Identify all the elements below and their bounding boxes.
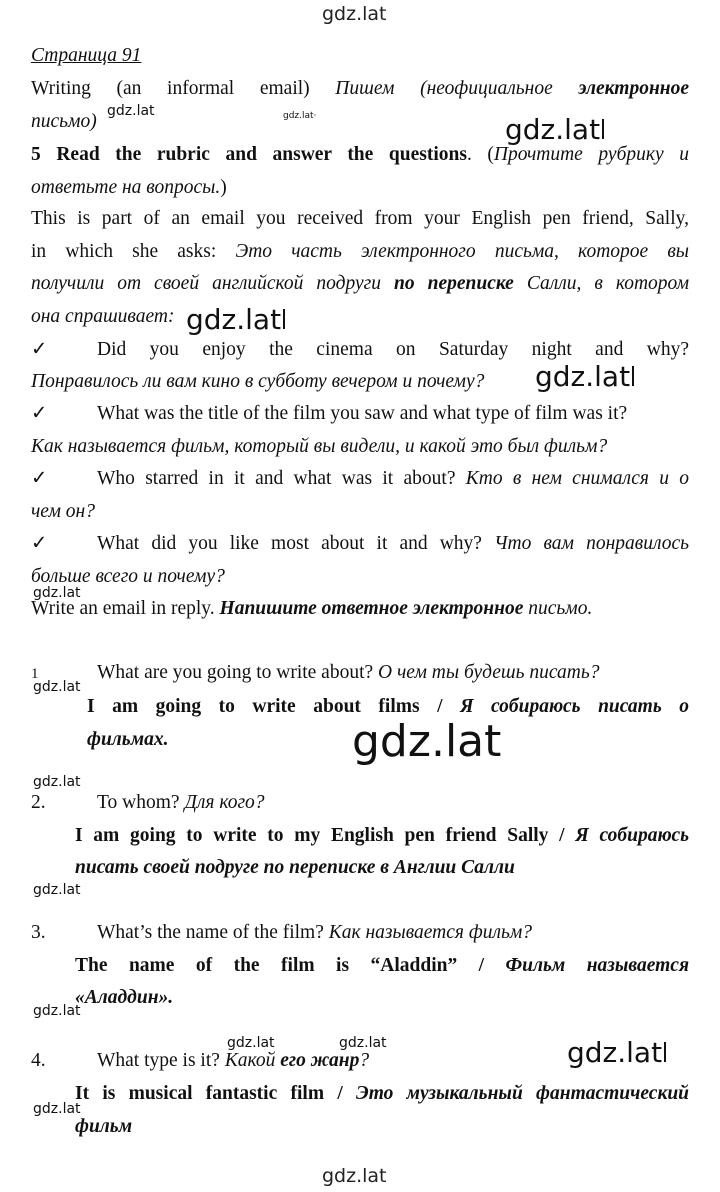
answer: It is musical fantastic film / Это музыкальный фантастический bbox=[75, 1083, 690, 1104]
question: 3. What’s the name of the film? Как называется фильм? bbox=[31, 922, 533, 943]
check-icon: ✓ bbox=[31, 533, 48, 554]
intro-line: получили от своей английской подруги по переписке Салли, в котором bbox=[31, 273, 690, 294]
watermark: gdz.lat bbox=[33, 679, 81, 695]
watermark: gdz.lat bbox=[33, 1101, 81, 1117]
checklist-item: ✓ What was the title of the film you saw and what type of film was it? bbox=[31, 403, 628, 424]
answer-cont: фильм bbox=[75, 1116, 133, 1137]
checklist-item: ✓ What did you like most about it and why? Что вам понравилось bbox=[31, 533, 689, 554]
watermark: gdz.lat bbox=[535, 363, 634, 391]
section-title: Writing (an informal email) Пишем (неофициальное электронное bbox=[31, 78, 689, 99]
check-icon: ✓ bbox=[31, 339, 48, 360]
watermark: gdz.lat bbox=[505, 116, 604, 144]
intro-line: in which she asks: Это часть электронного письма, которое вы bbox=[31, 241, 690, 262]
checklist-translation: Понравилось ли вам кино в субботу вечером и почему? bbox=[31, 371, 485, 392]
watermark: gdz.lat bbox=[352, 716, 502, 767]
watermark: gdz.lat bbox=[339, 1035, 387, 1051]
checklist-item: ✓ Did you enjoy the cinema on Saturday night and why? bbox=[31, 339, 689, 360]
question: 4. What type is it? Какой его жанр? bbox=[31, 1050, 370, 1071]
watermark: gdz.lat bbox=[567, 1039, 666, 1067]
intro-line: This is part of an email you received from your English pen friend, Sally, bbox=[31, 208, 689, 229]
watermark: gdz.lat bbox=[186, 306, 285, 334]
answer-cont: «Аладдин». bbox=[75, 987, 174, 1008]
answer: I am going to write to my English pen friend Sally / Я собираюсь bbox=[75, 825, 690, 846]
answer-cont: фильмах. bbox=[87, 729, 169, 750]
check-icon: ✓ bbox=[31, 403, 48, 424]
answer-cont: писать своей подруге по переписке в Англии Салли bbox=[75, 857, 515, 878]
watermark-top: gdz.lat bbox=[322, 3, 387, 25]
checklist-translation: чем он? bbox=[31, 501, 95, 522]
question: 2. To whom? Для кого? bbox=[31, 792, 265, 813]
watermark: gdz.lat bbox=[33, 585, 81, 601]
watermark: gdz.lat bbox=[33, 882, 81, 898]
watermark: gdz.lat bbox=[227, 1035, 275, 1051]
watermark-bottom: gdz.lat bbox=[322, 1165, 387, 1187]
section-title-cont: письмо) bbox=[31, 111, 97, 132]
answer: The name of the film is “Aladdin” / Фильм называется bbox=[75, 955, 690, 976]
write-instruction: Write an email in reply. Напишите ответное электронное письмо. bbox=[31, 598, 593, 619]
answer: I am going to write about films / Я собираюсь писать о bbox=[87, 696, 690, 717]
task-title: 5 Read the rubric and answer the questions. (Прочтите рубрику и bbox=[31, 144, 689, 165]
watermark: gdz.lat· bbox=[283, 111, 317, 121]
intro-line: она спрашивает: bbox=[31, 306, 175, 327]
watermark: gdz.lat bbox=[107, 103, 155, 119]
page-number: Страница 91 bbox=[31, 45, 142, 66]
check-icon: ✓ bbox=[31, 468, 48, 489]
watermark: gdz.lat bbox=[33, 774, 81, 790]
task-title-cont: ответьте на вопросы.) bbox=[31, 177, 227, 198]
watermark: gdz.lat bbox=[33, 1003, 81, 1019]
checklist-translation: больше всего и почему? bbox=[31, 566, 225, 587]
checklist-item: ✓ Who starred in it and what was it about? Кто в нем снимался и о bbox=[31, 468, 689, 489]
checklist-translation: Как называется фильм, который вы видели, и какой это был фильм? bbox=[31, 436, 608, 457]
question: 1 What are you going to write about? О чем ты будешь писать? bbox=[31, 662, 600, 683]
